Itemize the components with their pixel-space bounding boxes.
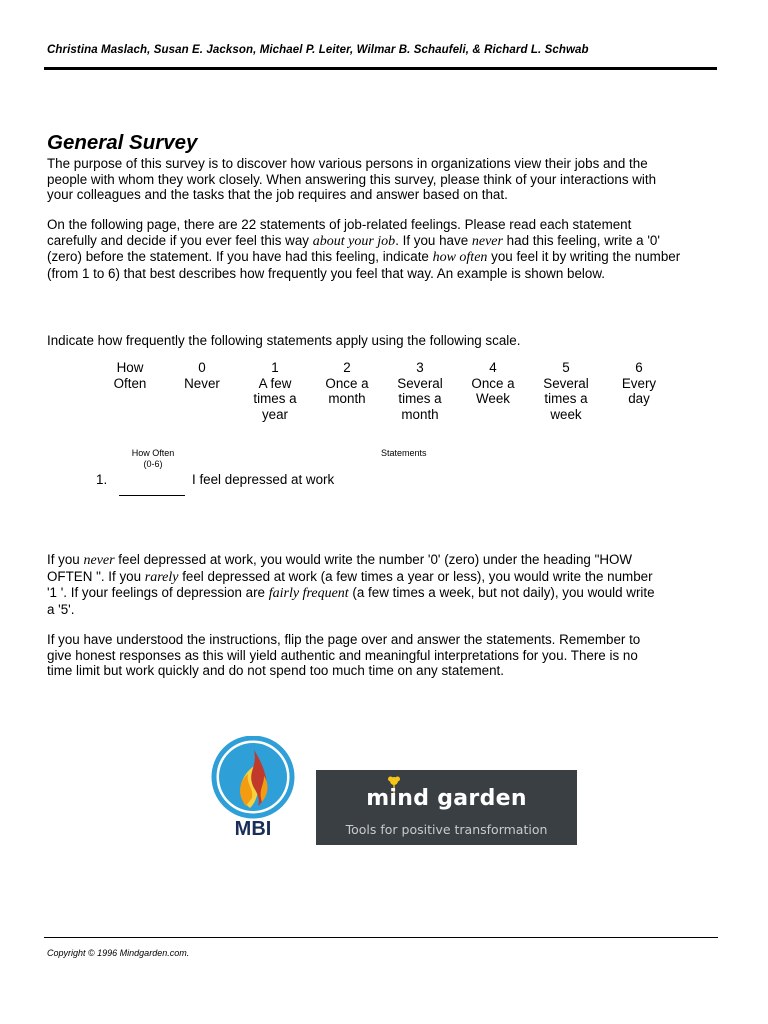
frequency-scale bbox=[0, 360, 768, 430]
scale-intro: Indicate how frequently the following statements apply using the following scale. bbox=[47, 333, 521, 348]
mbi-flame-icon bbox=[210, 736, 296, 838]
emphasis-about-your-job: about your job bbox=[312, 233, 396, 249]
mind-garden-logo bbox=[316, 770, 577, 845]
example-item-number: 1. bbox=[96, 472, 108, 487]
scale-column-5: 5 Several times a week bbox=[543, 360, 589, 422]
instructions-line: (from 1 to 6) that best describes how frequently you feel that way. An example is shown below. bbox=[47, 266, 605, 282]
copyright-notice: Copyright © 1996 Mindgarden.com. bbox=[47, 948, 190, 958]
instructions-line: (zero) before the statement. If you have had this feeling, indicate how often you feel it by writing the number bbox=[47, 249, 681, 266]
example-statement: I feel depressed at work bbox=[192, 472, 335, 487]
scale-column-6: 6 Every day bbox=[621, 360, 657, 407]
closing-paragraph: If you have understood the instructions, flip the page over and answer the statements. Remember to give honest responses as this will yield authentic and meaningful interpretations for you. There is no time limit but work quickly and do not spend too much time on any statement. bbox=[47, 632, 641, 679]
scale-column-2: 2 Once a month bbox=[325, 360, 369, 407]
instructions-line: carefully and decide if you ever feel this way about your job. If you have never had this feeling, write a '0' bbox=[47, 232, 660, 249]
top-divider bbox=[44, 67, 717, 70]
scale-column-4: 4 Once a Week bbox=[471, 360, 515, 407]
emphasis-never: never bbox=[83, 553, 115, 568]
intro-line: your colleagues and the tasks that the job requires and answer based on that. bbox=[47, 187, 508, 203]
mind-garden-name: mind garden bbox=[366, 786, 527, 811]
example-explanation: If you never feel depressed at work, you would write the number '0' (zero) under the heading "HOW OFTEN ". If you rarely feel depressed at work (a few times a year or less), you would write the number '1 '. If your feelings of depression are fairly frequent (a few times a week, but not daily), you would write a '5'. bbox=[47, 552, 655, 618]
mbi-logo-text: MBI bbox=[234, 818, 272, 838]
intro-line: The purpose of this survey is to discover how various persons in organizations view their jobs and the bbox=[47, 156, 648, 171]
scale-column-1: 1 A few times a year bbox=[253, 360, 297, 422]
scale-column-0: 0 Never bbox=[184, 360, 220, 391]
example-header-how-often: How Often (0-6) bbox=[131, 448, 175, 469]
instructions-paragraph bbox=[47, 217, 727, 282]
mind-garden-tagline: Tools for positive transformation bbox=[345, 822, 548, 837]
emphasis-rarely: rarely bbox=[144, 569, 179, 585]
instructions-line: On the following page, there are 22 statements of job-related feelings. Please read each statement bbox=[47, 217, 632, 232]
emphasis-fairly-frequent: fairly frequent bbox=[268, 586, 349, 602]
emphasis-how-often: how often bbox=[432, 250, 488, 266]
mbi-logo bbox=[210, 736, 296, 838]
scale-column-3: 3 Several times a month bbox=[397, 360, 443, 422]
bottom-divider bbox=[44, 937, 718, 938]
example-answer-blank bbox=[119, 495, 185, 496]
page-title: General Survey bbox=[47, 131, 198, 154]
example-header-statements: Statements bbox=[381, 448, 427, 458]
authors-header: Christina Maslach, Susan E. Jackson, Michael P. Leiter, Wilmar B. Schaufeli, & Richard L. Schwab bbox=[47, 44, 589, 56]
intro-paragraph bbox=[47, 156, 727, 203]
emphasis-never: never bbox=[471, 233, 503, 249]
intro-line: people with whom they work closely. When answering this survey, please think of your interactions with bbox=[47, 171, 657, 187]
scale-column-how-often: How Often bbox=[113, 360, 147, 391]
